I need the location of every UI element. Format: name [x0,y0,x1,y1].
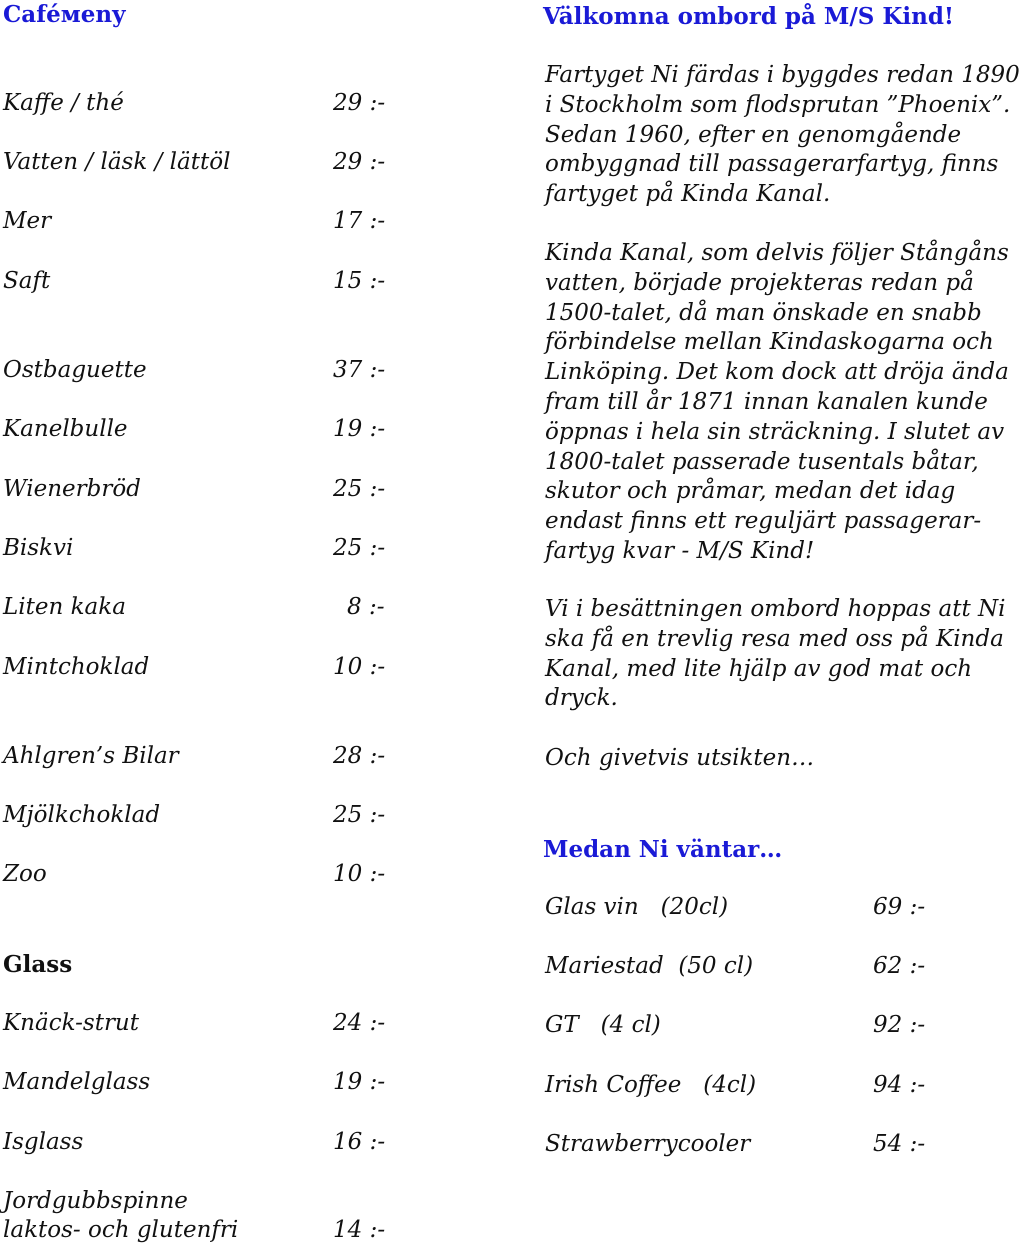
text-line: förbindelse mellan Kindaskogarna och [545,329,994,356]
text-line: ska få en trevlig resa med oss på Kinda [545,625,1004,652]
glass-heading: Glass [3,951,73,978]
glass-item-price: 19 :- [333,1069,386,1095]
text-line: 1800-talet passerade tusentals båtar, [545,448,979,475]
menu-item-name: Biskvi [3,535,74,561]
menu-item-name: Mintchoklad [3,654,150,680]
text-line: fartyget på Kinda Kanal. [545,181,831,208]
menu-item-name: Kaffe / thé [3,90,124,116]
crew-paragraph [545,595,1006,714]
drink-item-price: 62 :- [873,953,926,979]
view-line: Och givetvis utsikten… [545,745,815,771]
menu-item-name: Zoo [3,861,47,887]
text-line: Sedan 1960, efter en genomgående [545,121,962,148]
drink-item-price: 92 :- [873,1012,926,1038]
drink-item-name: Mariestad (50 cl) [545,953,754,979]
menu-item-name: Vatten / läsk / lättöl [3,149,231,175]
drink-item-name: GT (4 cl) [545,1012,661,1038]
text-line: ombyggnad till passagerarfartyg, finns [545,151,999,178]
menu-item-price: 15 :- [333,268,386,294]
menu-item-price: 8 :- [347,594,385,620]
glass-item-name: Knäck-strut [3,1010,139,1036]
text-line: Kinda Kanal, som delvis följer Stångåns [545,240,1009,266]
menu-item-name: Liten kaka [3,594,126,620]
glass-item-name-line2: laktos- och glutenfri [3,1217,239,1243]
menu-item-price: 28 :- [333,743,386,769]
menu-item-name: Wienerbröd [3,476,141,502]
text-line: Linköping. Det kom dock att dröja ända [545,359,1009,386]
menu-item-price: 37 :- [333,357,386,383]
text-line: öppnas i hela sin sträckning. I slutet av [545,418,1005,445]
text-line: fram till år 1871 innan kanalen kunde [545,388,988,415]
menu-item-price: 25 :- [333,802,386,828]
menu-item-name: Mer [3,208,52,234]
menu-item-price: 19 :- [333,416,386,442]
text-line: vatten, började projekteras redan på [545,269,974,296]
menu-item-name: Ahlgren’s Bilar [3,743,179,769]
menu-item-name: Kanelbulle [3,416,128,442]
menu-item-price: 25 :- [333,476,386,502]
drink-item-name: Strawberrycooler [545,1131,751,1157]
text-line: Fartyget Ni färdas i byggdes redan 1890 [545,62,1020,88]
cafe-menu-title: Caféмeny [3,1,126,28]
glass-item-price: 16 :- [333,1129,386,1155]
menu-item-price: 29 :- [333,90,386,116]
text-line: i Stockholm som flodsprutan ”Phoenix”. [545,91,1011,118]
text-line: 1500-talet, då man önskade en snabb [545,299,982,326]
glass-item-price: 14 :- [333,1217,386,1243]
welcome-title: Välkomna ombord på M/S Kind! [543,3,955,30]
history-paragraph-1 [545,61,1020,210]
text-line: Kanal, med lite hjälp av god mat och [545,655,973,682]
menu-item-price: 10 :- [333,861,386,887]
text-line: endast finns ett reguljärt passagerar- [545,508,982,535]
menu-item-price: 10 :- [333,654,386,680]
drink-item-price: 69 :- [873,894,926,920]
menu-item-name: Mjölkchoklad [3,802,161,828]
drink-item-name: Glas vin (20cl) [545,894,729,920]
drink-item-price: 54 :- [873,1131,926,1157]
glass-item-price: 24 :- [333,1010,386,1036]
text-line: fartyg kvar - M/S Kind! [545,537,815,564]
drink-item-price: 94 :- [873,1072,926,1098]
text-line: Vi i besättningen ombord hoppas att Ni [545,596,1006,622]
menu-item-name: Saft [3,268,51,294]
drink-item-name: Irish Coffee (4cl) [545,1072,757,1098]
text-line: dryck. [545,685,618,712]
menu-item-price: 17 :- [333,208,386,234]
menu-item-price: 29 :- [333,149,386,175]
menu-item-price: 25 :- [333,535,386,561]
glass-item-name: Isglass [3,1129,84,1155]
text-line: skutor och pråmar, medan det idag [545,478,956,505]
glass-item-name: Jordgubbspinne [3,1188,188,1214]
glass-item-name: Mandelglass [3,1069,151,1095]
history-paragraph-2 [545,239,1009,567]
menu-item-name: Ostbaguette [3,357,147,383]
drinks-title: Medan Ni väntar… [543,836,783,863]
